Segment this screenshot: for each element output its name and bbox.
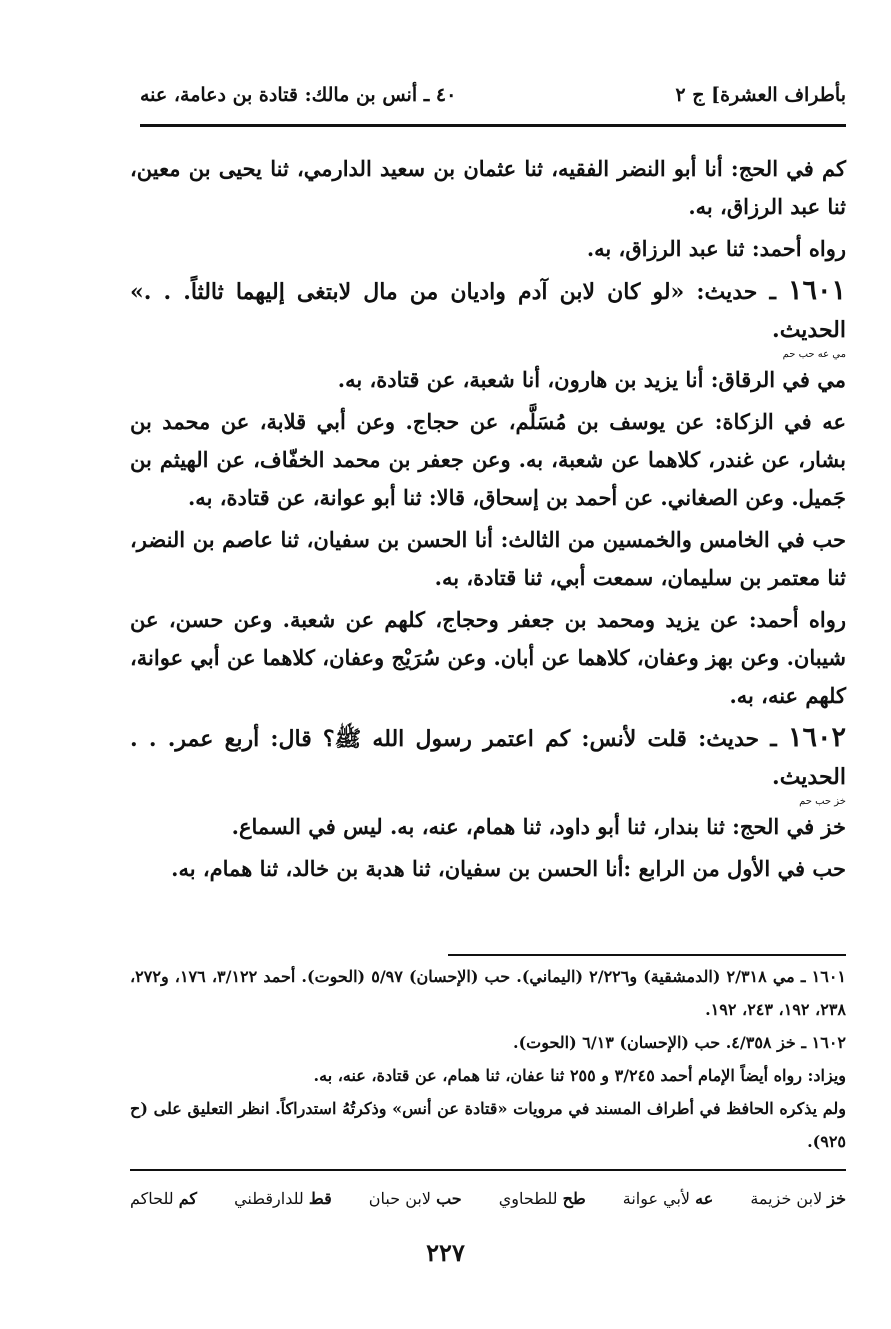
paragraph: مي في الرقاق: أنا يزيد بن هارون، أنا شعبة، عن قتادة، به. — [337, 367, 846, 392]
hadith-text: ـ حديث: قلت لأنس: كم اعتمر رسول الله ﷺ؟ قال: أربع عمر. . . الحديث. — [130, 726, 846, 790]
paragraph: حب في الخامس والخمسين من الثالث: أنا الحسن بن سفيان، ثنا عاصم بن النضر، ثنا معتمر بن سليمان، سمعت أبي، ثنا قتادة، به. — [130, 527, 846, 590]
footnote: ١٦٠١ ـ مي ٢/٣١٨ (الدمشقية) و٢/٢٢٦ (اليماني). حب (الإحسان) ٥/٩٧ (الحوت). أحمد ٣/١٢٢، ١٧٦، و٢٧٢، ٢٣٨، ١٩٢، ٢٤٣، ١٩٢. — [130, 967, 846, 1019]
paragraph: حب في الأول من الرابع :أنا الحسن بن سفيان، ثنا هدبة بن خالد، ثنا همام، به. — [171, 856, 846, 881]
paragraph: كم في الحج: أنا أبو النضر الفقيه، ثنا عثمان بن سعيد الدارمي، ثنا يحيى بن معين، ثنا عبد الرزاق، به. — [130, 156, 846, 219]
abbrev-item: خز لابن خزيمة — [750, 1188, 846, 1208]
hadith-text: ـ حديث: «لو كان لابن آدم واديان من مال لابتغى إليهما ثالثاً. . .» الحديث. — [130, 279, 846, 343]
page-number: ٢٢٧ — [426, 1238, 465, 1267]
hadith-sigla: مي عه حب حم — [782, 349, 846, 360]
hadith-number: ١٦٠٢ — [787, 722, 846, 753]
footnote-rule — [448, 954, 846, 956]
header-left: بأطراف العشرة] ج ٢ — [675, 84, 846, 106]
abbrev-item: كم للحاكم — [130, 1188, 198, 1208]
abbrev-item: طح للطحاوي — [498, 1188, 586, 1208]
paragraph: رواه أحمد: عن يزيد ومحمد بن جعفر وحجاج، كلهم عن شعبة. وعن حسن، عن شيبان. وعن بهز وعفان، كلاهما عن أبان. وعن سُرَيْج وعفان، كلاهما عن أبي عوانة، كلهم عنه، به. — [130, 607, 847, 708]
footnotes — [130, 960, 846, 1158]
hadith-1601 — [130, 272, 846, 361]
paragraph: عه في الزكاة: عن يوسف بن مُسَلَّم، عن حجاج. وعن أبي قلابة، عن محمد بن بشار، عن غندر، كلاهما عن شعبة، به. وعن جعفر بن محمد الخفّاف، عن الهيثم بن جَميل. وعن الصغاني. عن أحمد بن إسحاق، قالا: ثنا أبو عوانة، عن قتادة، به. — [130, 409, 846, 510]
footnote: ولم يذكره الحافظ في أطراف المسند في مرويات «قتادة عن أنس» وذكرتُهُ استدراكاً. انظر التعليق على (ح ٩٢٥). — [130, 1099, 846, 1151]
paragraph: رواه أحمد: ثنا عبد الرزاق، به. — [586, 236, 846, 261]
main-text — [130, 150, 846, 892]
abbrev-item: قط للدارقطني — [234, 1188, 332, 1208]
hadith-number: ١٦٠١ — [787, 275, 846, 306]
footnote: ١٦٠٢ ـ خز ٤/٣٥٨. حب (الإحسان) ٦/١٣ (الحوت). — [513, 1033, 846, 1052]
abbreviations-key — [130, 1183, 846, 1213]
header-right: ٤٠ ـ أنس بن مالك: قتادة بن دعامة، عنه — [140, 84, 457, 106]
abbrev-item: عه لأبي عوانة — [622, 1188, 714, 1208]
paragraph: خز في الحج: ثنا بندار، ثنا أبو داود، ثنا همام، عنه، به. ليس في السماع. — [231, 814, 846, 839]
abbreviations-rule — [130, 1169, 846, 1171]
running-header — [140, 78, 846, 112]
hadith-1602 — [130, 719, 846, 808]
footnote: ويزاد: رواه أيضاً الإمام أحمد ٣/٢٤٥ و ٢٥٥ ثنا عفان، ثنا همام، عن قتادة، عنه، به. — [313, 1066, 846, 1085]
hadith-sigla: خز حب حم — [799, 796, 846, 807]
abbrev-item: حب لابن حبان — [368, 1188, 462, 1208]
header-rule — [140, 124, 846, 127]
